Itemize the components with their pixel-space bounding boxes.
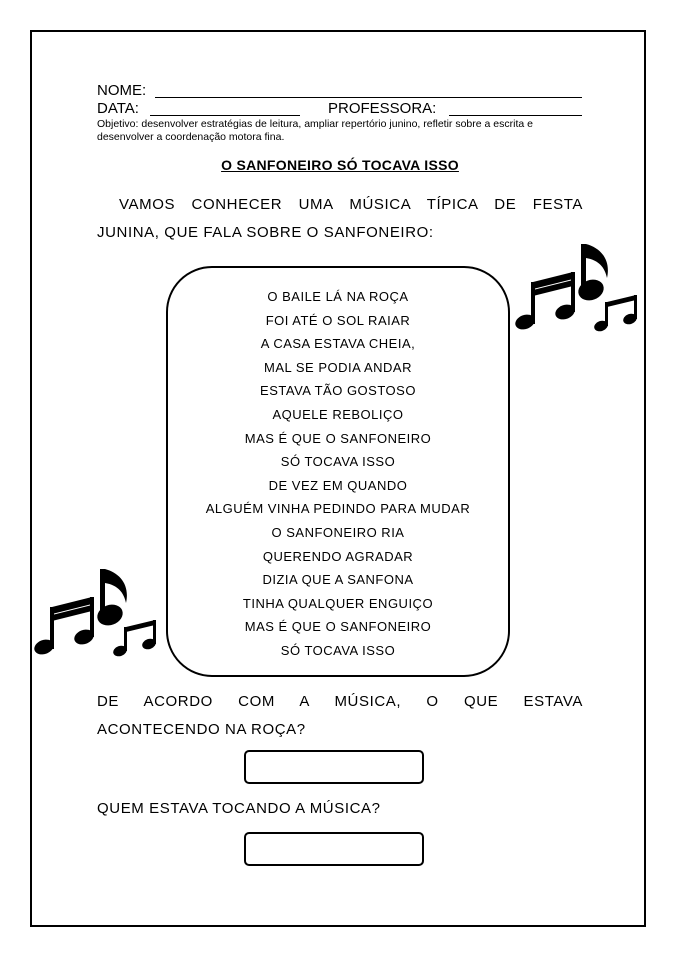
date-label: DATA: <box>97 100 139 117</box>
lyric-line: DE VEZ EM QUANDO <box>268 477 408 493</box>
lyric-line: SÓ TOCAVA ISSO <box>280 642 396 658</box>
objective-text: Objetivo: desenvolver estratégias de leitura, ampliar repertório junino, refletir sobre a escrita e desenvolver a coordenação motora fina. <box>97 118 533 143</box>
lyric-line: MAS É QUE O SANFONEIRO <box>244 430 432 446</box>
answer-box-1[interactable] <box>244 750 424 784</box>
intro-paragraph <box>97 191 583 247</box>
question-1-line-2: ACONTECENDO NA ROÇA? <box>97 721 306 738</box>
lyric-line: SÓ TOCAVA ISSO <box>280 454 396 470</box>
question-1 <box>97 688 583 744</box>
question-2: QUEM ESTAVA TOCANDO A MÚSICA? <box>97 800 381 817</box>
lyric-line: DIZIA QUE A SANFONA <box>262 572 414 588</box>
lyric-line: ALGUÉM VINHA PEDINDO PARA MUDAR <box>205 501 471 517</box>
teacher-label: PROFESSORA: <box>328 100 437 117</box>
music-notes-icon <box>515 238 643 334</box>
name-field[interactable] <box>155 97 582 98</box>
lyric-line: MAS É QUE O SANFONEIRO <box>244 619 432 635</box>
intro-line-2: JUNINA, QUE FALA SOBRE O SANFONEIRO: <box>97 224 434 241</box>
date-field[interactable] <box>150 115 300 116</box>
page-title: O SANFONEIRO SÓ TOCAVA ISSO <box>221 157 459 173</box>
lyrics-list <box>166 285 510 663</box>
lyric-line: A CASA ESTAVA CHEIA, <box>260 336 416 352</box>
lyric-line: ESTAVA TÃO GOSTOSO <box>260 383 416 399</box>
lyric-line: MAL SE PODIA ANDAR <box>264 359 412 375</box>
answer-box-2[interactable] <box>244 832 424 866</box>
lyric-line: O SANFONEIRO RIA <box>271 524 405 540</box>
name-label: NOME: <box>97 82 147 99</box>
music-notes-icon <box>34 563 162 659</box>
teacher-field[interactable] <box>449 115 582 116</box>
lyric-line: QUERENDO AGRADAR <box>262 548 414 564</box>
lyric-line: FOI ATÉ O SOL RAIAR <box>265 312 411 328</box>
intro-line-1: VAMOS CONHECER UMA MÚSICA TÍPICA DE FESTA <box>119 196 583 213</box>
lyric-line: O BAILE LÁ NA ROÇA <box>267 289 409 304</box>
lyric-line: AQUELE REBOLIÇO <box>272 406 404 422</box>
lyric-line: TINHA QUALQUER ENGUIÇO <box>242 595 434 611</box>
question-1-line-1: DE ACORDO COM A MÚSICA, O QUE ESTAVA <box>97 693 583 710</box>
